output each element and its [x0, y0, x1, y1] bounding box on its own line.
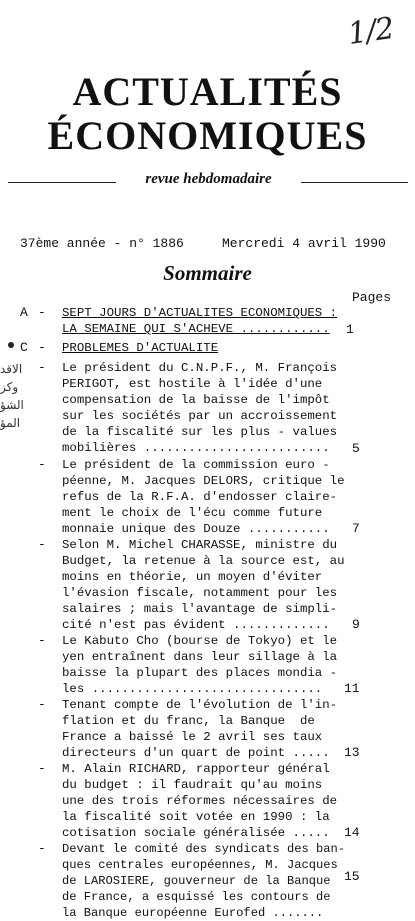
- toc-item-1: Le président du C.N.P.F., M. François PERIGOT, est hostile à l'idée d'une compensation de la baisse de l'impôt sur les sociétés par un accroissement de la fiscalité sur les plus - values mobilières .........................: [62, 361, 338, 455]
- toc-page-3: 9: [352, 617, 360, 632]
- masthead-line-2: ÉCONOMIQUES: [47, 113, 368, 158]
- toc-page-1: 5: [352, 441, 360, 456]
- toc-page-7: 15: [344, 869, 360, 884]
- section-page-a: 1: [346, 322, 354, 337]
- item-dash: -: [38, 633, 46, 648]
- issue-date: Mercredi 4 avril 1990: [222, 236, 386, 251]
- item-dash: -: [38, 457, 46, 472]
- item-dash: -: [38, 537, 46, 552]
- section-letter-c: C: [20, 340, 28, 355]
- pages-header: Pages: [351, 290, 391, 305]
- toc-page-6: 14: [344, 825, 360, 840]
- item-dash: -: [38, 761, 46, 776]
- toc-page-5: 13: [344, 745, 360, 760]
- margin-handwriting: الاقد وكز الشؤ المؤ: [0, 362, 24, 430]
- subtitle: revue hebdomadaire: [116, 171, 301, 188]
- section-dash: -: [38, 305, 46, 320]
- toc-item-6: M. Alain RICHARD, rapporteur général du budget : il faudrait qu'au moins une des trois réformes nécessaires de la fiscalité soit votée en 1990 : la cotisation sociale généralisée .....: [62, 762, 338, 840]
- section-dash: -: [38, 340, 46, 355]
- toc-item-4: Le Kabuto Cho (bourse de Tokyo) et le yen entraînent dans leur sillage à la baisse la plupart des places mondia - les ...............................: [62, 634, 338, 696]
- issue-number: 37ème année - n° 1886: [20, 236, 184, 251]
- toc-item-2: Le président de la commission euro - péenne, M. Jacques DELORS, critique le refus de la R.F.A. d'endosser claire- ment le choix de l'écu comme future monnaie unique des Douze ...........: [62, 458, 345, 536]
- item-dash: -: [38, 841, 46, 856]
- toc-item-3: Selon M. Michel CHARASSE, ministre du Budget, la retenue à la source est, au moins en théorie, un moyen d'éviter l'évasion fiscale, notamment pour les salaires ; mais l'avantage de simpli- cité n'est pas évident .............: [62, 538, 345, 632]
- handwritten-page-mark: 1/2: [345, 11, 396, 52]
- toc-item-7: Devant le comité des syndicats des ban- ques centrales européennes, M. Jacques de LAROSIERE, gouverneur de la Banque de France, a esquissé les contours de la Banque européenne Eurofed .......: [62, 842, 346, 920]
- section-letter-a: A: [20, 305, 28, 320]
- masthead-line-1: ACTUALITÉS: [72, 69, 343, 114]
- section-title-c: PROBLEMES D'ACTUALITE: [62, 341, 219, 355]
- toc-page-4: 11: [344, 681, 360, 696]
- section-title-a: SEPT JOURS D'ACTUALITES ECONOMIQUES : LA SEMAINE QUI S'ACHEVE ............: [62, 306, 338, 336]
- item-dash: -: [38, 697, 46, 712]
- toc-item-5: Tenant compte de l'évolution de l'in- flation et du franc, la Banque de France a baissé le 2 avril ses taux directeurs d'un quart de point .....: [62, 698, 338, 760]
- margin-bullet: [8, 342, 14, 348]
- sommaire-title: Sommaire: [163, 261, 252, 285]
- item-dash: -: [38, 360, 46, 375]
- toc-page-2: 7: [352, 521, 360, 536]
